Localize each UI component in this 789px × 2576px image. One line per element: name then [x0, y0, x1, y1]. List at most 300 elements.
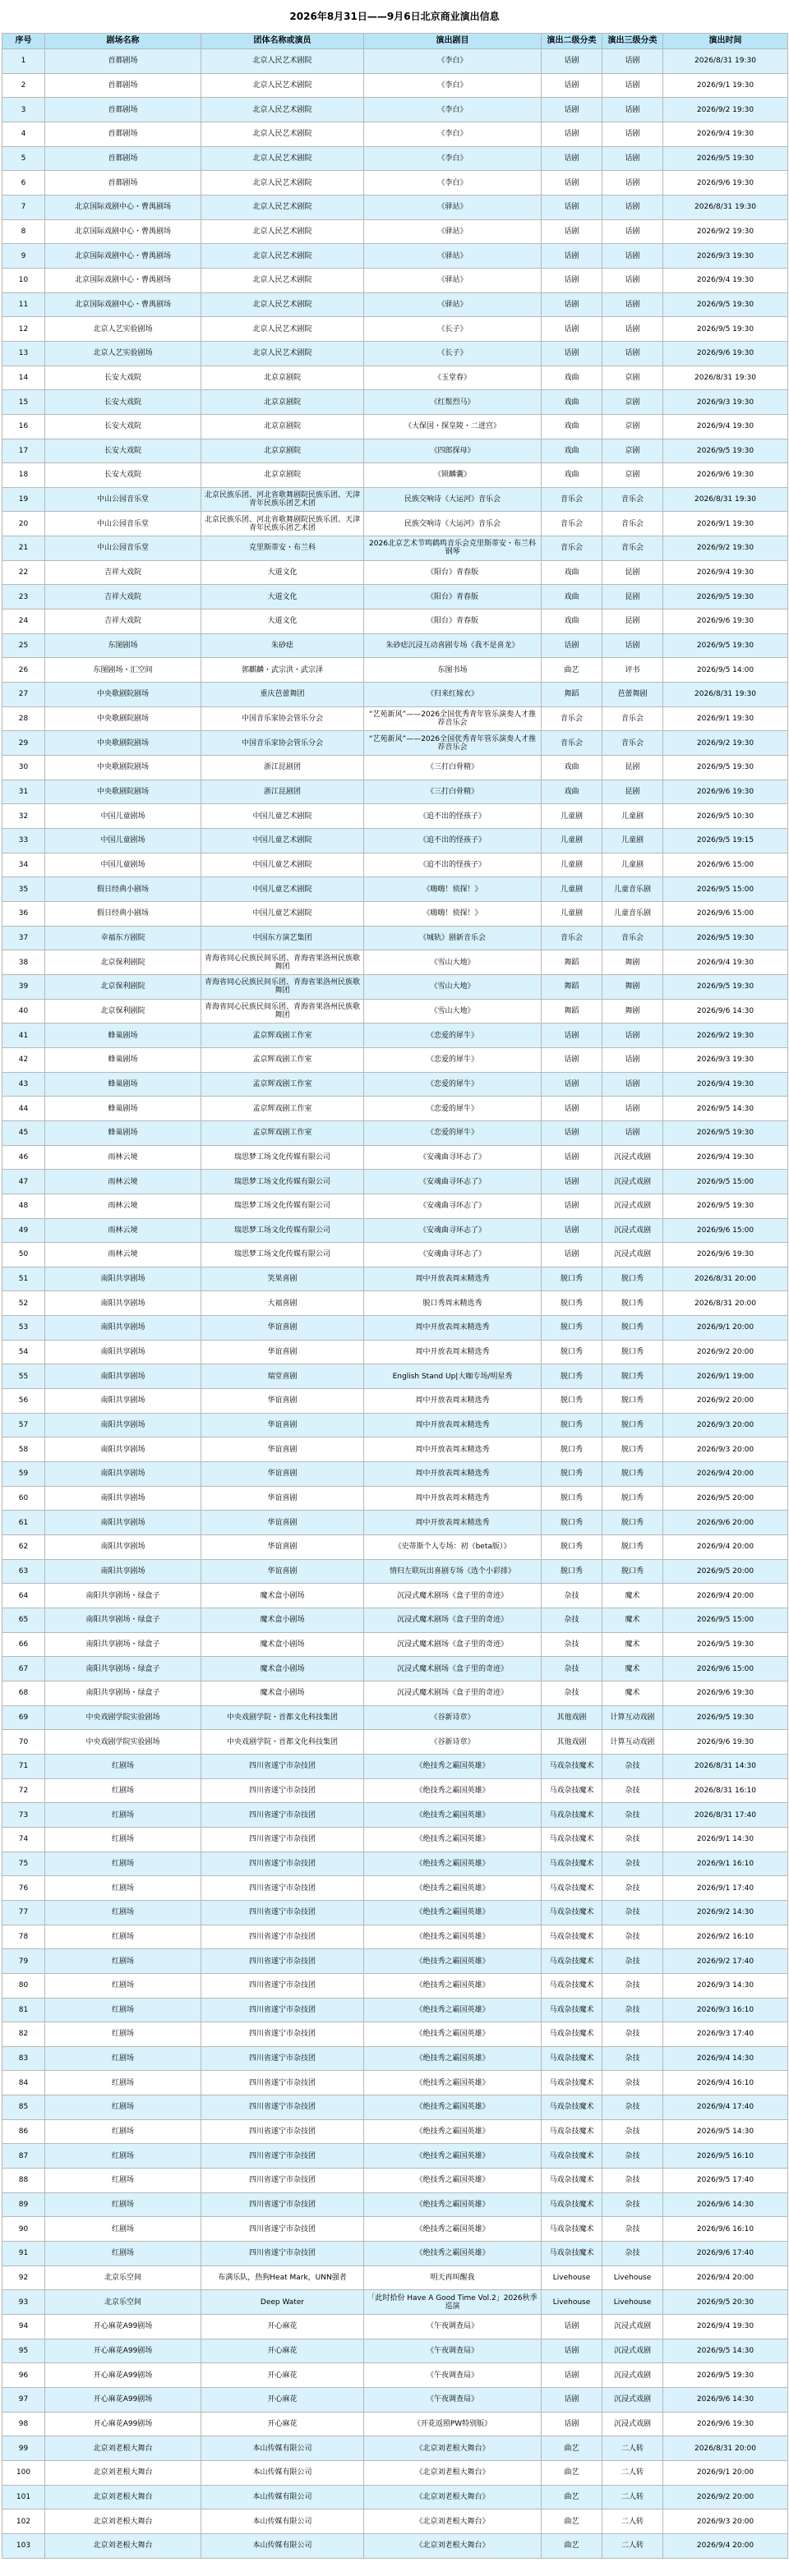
cell-category-2: 曲艺: [542, 2509, 602, 2534]
cell-time: 2026/9/6 20:00: [663, 1511, 788, 1535]
cell-index: 60: [2, 1486, 45, 1511]
cell-program: 《李白》: [364, 171, 542, 196]
cell-category-3: 杂技: [602, 1998, 663, 2022]
cell-troupe: 四川省遂宁市杂技团: [201, 1925, 364, 1949]
cell-index: 48: [2, 1194, 45, 1218]
cell-time: 2026/9/5 19:30: [663, 633, 788, 658]
cell-index: 95: [2, 2339, 45, 2363]
table-row: [2, 1389, 788, 1414]
cell-category-2: 话剧: [542, 2363, 602, 2388]
cell-category-2: 马戏杂技魔术: [542, 1754, 602, 1778]
cell-troupe: 华谊喜剧: [201, 1559, 364, 1584]
cell-category-3: 杂技: [602, 1827, 663, 1852]
cell-index: 102: [2, 2509, 45, 2534]
cell-troupe: 中国东方演艺集团: [201, 926, 364, 950]
cell-venue: 南阳共享剧场: [45, 1413, 201, 1438]
cell-index: 79: [2, 1949, 45, 1974]
cell-time: 2026/9/6 19:30: [663, 2412, 788, 2436]
cell-venue: 东图剧场: [45, 633, 201, 658]
table-row: [2, 2071, 788, 2095]
cell-venue: 中央戏剧学院实验剧场: [45, 1705, 201, 1730]
cell-time: 2026/9/3 19:30: [663, 244, 788, 269]
cell-venue: 长安大戏院: [45, 390, 201, 415]
header-venue: 剧场名称: [45, 34, 201, 49]
cell-category-3: 杂技: [602, 2217, 663, 2242]
cell-program: 周中开放表周末精选秀: [364, 1511, 542, 1535]
cell-category-2: 话剧: [542, 2412, 602, 2436]
table-row: [2, 1438, 788, 1462]
cell-program: 《阳台》青春版: [364, 585, 542, 610]
cell-program: 脱口秀周末精选秀: [364, 1291, 542, 1316]
cell-category-3: 脱口秀: [602, 1267, 663, 1291]
cell-program: 《绝技秀之霸国英雄》: [364, 2192, 542, 2217]
cell-program: 《李白》: [364, 122, 542, 146]
cell-index: 21: [2, 536, 45, 561]
cell-index: 32: [2, 804, 45, 829]
cell-category-3: 沉浸式戏剧: [602, 2315, 663, 2339]
cell-category-2: 戏曲: [542, 439, 602, 463]
cell-category-3: 脱口秀: [602, 1291, 663, 1316]
cell-program: 《恋爱的犀牛》: [364, 1120, 542, 1145]
cell-program: 《安魂曲寻环志了》: [364, 1194, 542, 1218]
cell-time: 2026/9/4 19:30: [663, 122, 788, 146]
cell-category-3: 话剧: [602, 1097, 663, 1121]
cell-program: 《绝技秀之霸国英雄》: [364, 2217, 542, 2242]
cell-category-3: 沉浸式戏剧: [602, 1145, 663, 1170]
table-row: [2, 439, 788, 463]
cell-category-2: 话剧: [542, 2339, 602, 2363]
cell-index: 87: [2, 2144, 45, 2169]
cell-time: 2026/9/6 17:40: [663, 2242, 788, 2266]
table-row: [2, 974, 788, 999]
cell-time: 2026/9/5 15:00: [663, 1170, 788, 1194]
cell-program: 《绝技秀之霸国英雄》: [364, 2119, 542, 2144]
cell-program: 周中开放表周末精选秀: [364, 1413, 542, 1438]
cell-troupe: 浙江昆剧团: [201, 780, 364, 804]
header-time: 演出时间: [663, 34, 788, 49]
cell-category-3: 杂技: [602, 1949, 663, 1974]
cell-index: 22: [2, 560, 45, 585]
cell-time: 2026/9/6 19:30: [663, 171, 788, 196]
cell-time: 2026/9/3 20:00: [663, 1413, 788, 1438]
cell-program: 《大保国・探皇陵・二进宫》: [364, 414, 542, 439]
table-row: [2, 1024, 788, 1048]
table-row: [2, 366, 788, 390]
cell-venue: 红剧场: [45, 1973, 201, 1998]
cell-category-2: 马戏杂技魔术: [542, 2095, 602, 2120]
cell-category-2: Livehouse: [542, 2290, 602, 2315]
cell-category-2: 脱口秀: [542, 1462, 602, 1487]
cell-category-2: 话剧: [542, 341, 602, 366]
cell-program: 《绝技秀之霸国英雄》: [364, 2144, 542, 2169]
cell-program: 《绝技秀之霸国英雄》: [364, 2022, 542, 2047]
table-row: [2, 463, 788, 488]
cell-troupe: 华谊喜剧: [201, 1535, 364, 1560]
cell-troupe: 四川省遂宁市杂技团: [201, 2095, 364, 2120]
cell-program: 《驿站》: [364, 219, 542, 244]
cell-venue: 开心麻花A99剧场: [45, 2363, 201, 2388]
cell-category-2: 话剧: [542, 317, 602, 342]
cell-troupe: 四川省遂宁市杂技团: [201, 2071, 364, 2095]
cell-troupe: 四川省遂宁市杂技团: [201, 1778, 364, 1803]
cell-category-3: 儿童剧: [602, 829, 663, 853]
cell-venue: 蜂巢剧场: [45, 1047, 201, 1072]
cell-category-2: 音乐会: [542, 706, 602, 731]
table-row: [2, 414, 788, 439]
cell-program: 《午夜调查局》: [364, 2363, 542, 2388]
cell-category-2: 舞蹈: [542, 950, 602, 975]
cell-index: 71: [2, 1754, 45, 1778]
cell-index: 53: [2, 1316, 45, 1341]
cell-program: 《李白》: [364, 98, 542, 122]
cell-time: 2026/9/6 14:30: [663, 2388, 788, 2413]
cell-category-3: 计算互动戏剧: [602, 1730, 663, 1755]
cell-program: 《阳台》青春版: [364, 610, 542, 634]
cell-index: 58: [2, 1438, 45, 1462]
cell-program: 《三打白骨精》: [364, 780, 542, 804]
cell-index: 5: [2, 146, 45, 171]
cell-time: 2026/9/1 20:00: [663, 2460, 788, 2485]
cell-program: 《午夜调查局》: [364, 2315, 542, 2339]
cell-time: 2026/9/4 20:00: [663, 1584, 788, 1608]
cell-category-2: 脱口秀: [542, 1389, 602, 1414]
cell-time: 2026/8/31 19:30: [663, 487, 788, 512]
cell-program: 《驿站》: [364, 244, 542, 269]
table-row: [2, 268, 788, 292]
cell-troupe: 瑞思梦工场文化传媒有限公司: [201, 1243, 364, 1267]
cell-venue: 红剧场: [45, 2217, 201, 2242]
cell-venue: 吉祥大戏院: [45, 610, 201, 634]
cell-troupe: 北京人民艺术剧院: [201, 292, 364, 317]
cell-time: 2026/9/2 16:10: [663, 1925, 788, 1949]
cell-venue: 南阳共享剧场: [45, 1316, 201, 1341]
cell-program: 沉浸式魔术剧场《盒子里的奇迹》: [364, 1584, 542, 1608]
cell-category-2: 杂技: [542, 1608, 602, 1633]
cell-venue: 开心麻花A99剧场: [45, 2412, 201, 2436]
cell-index: 7: [2, 195, 45, 219]
cell-category-3: 话剧: [602, 633, 663, 658]
cell-index: 28: [2, 706, 45, 731]
cell-troupe: 青海省同心民族民间乐团、青海省果洛州民族歌舞团: [201, 950, 364, 975]
cell-category-2: 音乐会: [542, 487, 602, 512]
cell-program: 《北京刘老根大舞台》: [364, 2509, 542, 2534]
header-category-3: 演出三级分类: [602, 34, 663, 49]
cell-category-3: 话剧: [602, 341, 663, 366]
cell-venue: 蜂巢剧场: [45, 1097, 201, 1121]
cell-category-3: 昆剧: [602, 610, 663, 634]
cell-index: 16: [2, 414, 45, 439]
cell-category-2: 马戏杂技魔术: [542, 2046, 602, 2071]
cell-troupe: 华谊喜剧: [201, 1340, 364, 1364]
cell-venue: 长安大戏院: [45, 439, 201, 463]
table-row: [2, 2095, 788, 2120]
cell-program: 《驿站》: [364, 268, 542, 292]
cell-time: 2026/9/6 19:30: [663, 1730, 788, 1755]
cell-category-2: 戏曲: [542, 756, 602, 780]
cell-time: 2026/9/5 20:00: [663, 1559, 788, 1584]
table-row: [2, 219, 788, 244]
cell-troupe: 北京人民艺术剧院: [201, 341, 364, 366]
cell-category-2: 马戏杂技魔术: [542, 2071, 602, 2095]
cell-venue: 幸福东方剧院: [45, 926, 201, 950]
cell-category-2: 话剧: [542, 1047, 602, 1072]
table-row: [2, 1194, 788, 1218]
cell-venue: 中山公园音乐堂: [45, 512, 201, 536]
cell-category-3: 儿童音乐剧: [602, 901, 663, 926]
cell-time: 2026/9/2 20:00: [663, 1340, 788, 1364]
cell-venue: 红剧场: [45, 1754, 201, 1778]
cell-category-2: 话剧: [542, 1243, 602, 1267]
cell-program: 2026北京艺术节鸣鹤鸣音乐会克里斯蒂安・布兰科钢琴: [364, 536, 542, 561]
cell-troupe: 本山传媒有限公司: [201, 2485, 364, 2509]
cell-troupe: 四川省遂宁市杂技团: [201, 1900, 364, 1925]
cell-category-3: 昆剧: [602, 560, 663, 585]
cell-category-2: 戏曲: [542, 414, 602, 439]
cell-venue: 中山公园音乐堂: [45, 536, 201, 561]
cell-troupe: 中国音乐家协会管乐分会: [201, 706, 364, 731]
cell-venue: 开心麻花A99剧场: [45, 2315, 201, 2339]
table-row: [2, 2290, 788, 2315]
cell-troupe: 朱砂痣: [201, 633, 364, 658]
table-row: [2, 390, 788, 415]
cell-index: 49: [2, 1218, 45, 1243]
table-row: [2, 2460, 788, 2485]
cell-troupe: 华谊喜剧: [201, 1511, 364, 1535]
cell-category-3: 杂技: [602, 2071, 663, 2095]
cell-venue: 首都剧场: [45, 171, 201, 196]
table-row: [2, 2144, 788, 2169]
cell-troupe: 瑞思梦工场文化传媒有限公司: [201, 1218, 364, 1243]
cell-troupe: 中央戏剧学院・首都文化科技集团: [201, 1705, 364, 1730]
cell-troupe: 四川省遂宁市杂技团: [201, 2242, 364, 2266]
cell-index: 34: [2, 853, 45, 877]
table-row: [2, 1486, 788, 1511]
cell-category-2: 舞蹈: [542, 974, 602, 999]
cell-program: 《开花返照PW特别版》: [364, 2412, 542, 2436]
cell-index: 17: [2, 439, 45, 463]
cell-time: 2026/9/5 15:00: [663, 877, 788, 902]
cell-index: 19: [2, 487, 45, 512]
cell-program: 《恋爱的犀牛》: [364, 1047, 542, 1072]
cell-index: 27: [2, 683, 45, 707]
cell-index: 81: [2, 1998, 45, 2022]
cell-index: 40: [2, 999, 45, 1024]
cell-index: 100: [2, 2460, 45, 2485]
cell-time: 2026/9/5 19:30: [663, 1120, 788, 1145]
cell-troupe: 北京人民艺术剧院: [201, 317, 364, 342]
table-row: [2, 585, 788, 610]
cell-venue: 南阳共享剧场・绿盒子: [45, 1608, 201, 1633]
cell-venue: 北京刘老根大舞台: [45, 2436, 201, 2461]
cell-category-2: 马戏杂技魔术: [542, 1778, 602, 1803]
cell-troupe: 四川省遂宁市杂技团: [201, 2192, 364, 2217]
cell-time: 2026/9/1 19:30: [663, 73, 788, 98]
cell-index: 43: [2, 1072, 45, 1097]
cell-category-2: 曲艺: [542, 2533, 602, 2558]
header-program: 演出剧目: [364, 34, 542, 49]
cell-venue: 北京国际戏剧中心・曹禺剧场: [45, 244, 201, 269]
cell-time: 2026/9/3 20:00: [663, 2509, 788, 2534]
cell-index: 93: [2, 2290, 45, 2315]
table-row: [2, 2339, 788, 2363]
cell-venue: 北京刘老根大舞台: [45, 2485, 201, 2509]
cell-program: 《绝技秀之霸国英雄》: [364, 1803, 542, 1828]
cell-category-3: 舞剧: [602, 974, 663, 999]
cell-time: 2026/9/2 14:30: [663, 1900, 788, 1925]
cell-category-2: 其他戏剧: [542, 1730, 602, 1755]
cell-program: 《恋爱的犀牛》: [364, 1097, 542, 1121]
cell-venue: 中央歌剧院剧场: [45, 706, 201, 731]
table-row: [2, 560, 788, 585]
cell-venue: 红剧场: [45, 1925, 201, 1949]
table-row: [2, 1145, 788, 1170]
cell-troupe: 北京京剧院: [201, 463, 364, 488]
cell-index: 38: [2, 950, 45, 975]
cell-index: 67: [2, 1657, 45, 1681]
cell-index: 51: [2, 1267, 45, 1291]
cell-troupe: 中央戏剧学院・首都文化科技集团: [201, 1730, 364, 1755]
document-title: 2026年8月31日——9月6日北京商业演出信息: [289, 11, 500, 22]
cell-index: 24: [2, 610, 45, 634]
cell-index: 80: [2, 1973, 45, 1998]
cell-category-2: 音乐会: [542, 512, 602, 536]
cell-category-3: 沉浸式戏剧: [602, 2363, 663, 2388]
cell-venue: 雨林云境: [45, 1170, 201, 1194]
cell-index: 54: [2, 1340, 45, 1364]
cell-category-2: 话剧: [542, 244, 602, 269]
cell-category-3: Livehouse: [602, 2290, 663, 2315]
cell-troupe: Deep Water: [201, 2290, 364, 2315]
cell-time: 2026/9/6 14:30: [663, 2192, 788, 2217]
cell-category-3: 脱口秀: [602, 1535, 663, 1560]
cell-index: 59: [2, 1462, 45, 1487]
table-row: [2, 1705, 788, 1730]
table-row: [2, 292, 788, 317]
cell-program: 《锁麟囊》: [364, 463, 542, 488]
cell-category-3: 魔术: [602, 1657, 663, 1681]
table-row: [2, 244, 788, 269]
cell-time: 2026/9/5 16:10: [663, 2144, 788, 2169]
table-row: [2, 658, 788, 683]
cell-category-2: 儿童剧: [542, 853, 602, 877]
cell-time: 2026/9/4 19:30: [663, 950, 788, 975]
cell-troupe: 魔术盒小剧场: [201, 1584, 364, 1608]
cell-program: 《安魂曲寻环志了》: [364, 1170, 542, 1194]
cell-time: 2026/8/31 20:00: [663, 1267, 788, 1291]
cell-time: 2026/9/6 19:30: [663, 1681, 788, 1705]
cell-time: 2026/9/6 15:00: [663, 853, 788, 877]
cell-troupe: 孟京辉戏剧工作室: [201, 1047, 364, 1072]
cell-program: 《安魂曲寻环志了》: [364, 1243, 542, 1267]
cell-category-3: 杂技: [602, 2022, 663, 2047]
cell-category-3: 沉浸式戏剧: [602, 2412, 663, 2436]
cell-venue: 开心麻花A99剧场: [45, 2339, 201, 2363]
cell-category-3: 儿童音乐剧: [602, 877, 663, 902]
cell-time: 2026/9/2 19:30: [663, 536, 788, 561]
table-row: [2, 2119, 788, 2144]
cell-venue: 蜂巢剧场: [45, 1120, 201, 1145]
cell-program: 《雪山大地》: [364, 950, 542, 975]
cell-index: 85: [2, 2095, 45, 2120]
cell-category-3: 杂技: [602, 1852, 663, 1876]
cell-index: 41: [2, 1024, 45, 1048]
cell-troupe: 北京京剧院: [201, 439, 364, 463]
cell-category-3: 杂技: [602, 2119, 663, 2144]
table-row: [2, 2046, 788, 2071]
cell-troupe: 四川省遂宁市杂技团: [201, 1998, 364, 2022]
cell-time: 2026/9/3 19:30: [663, 1047, 788, 1072]
cell-category-3: 话剧: [602, 195, 663, 219]
header-index: 序号: [2, 34, 45, 49]
cell-index: 13: [2, 341, 45, 366]
table-row: [2, 926, 788, 950]
cell-category-3: 计算互动戏剧: [602, 1705, 663, 1730]
cell-troupe: 北京人民艺术剧院: [201, 49, 364, 74]
cell-index: 61: [2, 1511, 45, 1535]
cell-program: 沉浸式魔术剧场《盒子里的奇迹》: [364, 1681, 542, 1705]
cell-index: 50: [2, 1243, 45, 1267]
cell-time: 2026/9/2 19:30: [663, 1024, 788, 1048]
table-row: [2, 1413, 788, 1438]
cell-category-2: 舞蹈: [542, 999, 602, 1024]
cell-category-3: 魔术: [602, 1681, 663, 1705]
table-row: [2, 1291, 788, 1316]
cell-program: 《绝技秀之霸国英雄》: [364, 1900, 542, 1925]
cell-troupe: 四川省遂宁市杂技团: [201, 2169, 364, 2193]
cell-index: 70: [2, 1730, 45, 1755]
cell-troupe: 四川省遂宁市杂技团: [201, 1852, 364, 1876]
cell-program: 《三打白骨精》: [364, 756, 542, 780]
cell-program: 《绝技秀之霸国英雄》: [364, 1778, 542, 1803]
table-row: [2, 195, 788, 219]
cell-troupe: 中国儿童艺术剧院: [201, 829, 364, 853]
cell-category-2: 戏曲: [542, 366, 602, 390]
cell-category-3: 话剧: [602, 171, 663, 196]
cell-category-2: 音乐会: [542, 731, 602, 756]
cell-category-2: 马戏杂技魔术: [542, 2144, 602, 2169]
table-row: [2, 1657, 788, 1681]
cell-venue: 南阳共享剧场: [45, 1267, 201, 1291]
cell-index: 96: [2, 2363, 45, 2388]
cell-category-2: 曲艺: [542, 658, 602, 683]
cell-troupe: 重庆芭蕾舞团: [201, 683, 364, 707]
cell-time: 2026/9/6 15:00: [663, 901, 788, 926]
cell-venue: 北京国际戏剧中心・曹禺剧场: [45, 219, 201, 244]
cell-time: 2026/9/5 19:30: [663, 2363, 788, 2388]
cell-index: 82: [2, 2022, 45, 2047]
cell-index: 94: [2, 2315, 45, 2339]
cell-index: 68: [2, 1681, 45, 1705]
cell-troupe: 大道文化: [201, 610, 364, 634]
table-row: [2, 2022, 788, 2047]
cell-category-3: 京剧: [602, 414, 663, 439]
cell-troupe: 华谊喜剧: [201, 1438, 364, 1462]
cell-venue: 南阳共享剧场・绿盒子: [45, 1657, 201, 1681]
cell-category-2: 曲艺: [542, 2460, 602, 2485]
table-row: [2, 1900, 788, 1925]
cell-program: 《城轨》剧新音乐会: [364, 926, 542, 950]
table-row: [2, 49, 788, 74]
cell-category-3: 二人转: [602, 2509, 663, 2534]
cell-time: 2026/9/2 20:00: [663, 1389, 788, 1414]
cell-category-3: 话剧: [602, 268, 663, 292]
table-header: [2, 34, 788, 49]
cell-venue: 红剧场: [45, 2022, 201, 2047]
cell-venue: 红剧场: [45, 2071, 201, 2095]
cell-time: 2026/9/4 14:30: [663, 2046, 788, 2071]
cell-venue: 红剧场: [45, 1876, 201, 1901]
cell-troupe: 北京京剧院: [201, 414, 364, 439]
